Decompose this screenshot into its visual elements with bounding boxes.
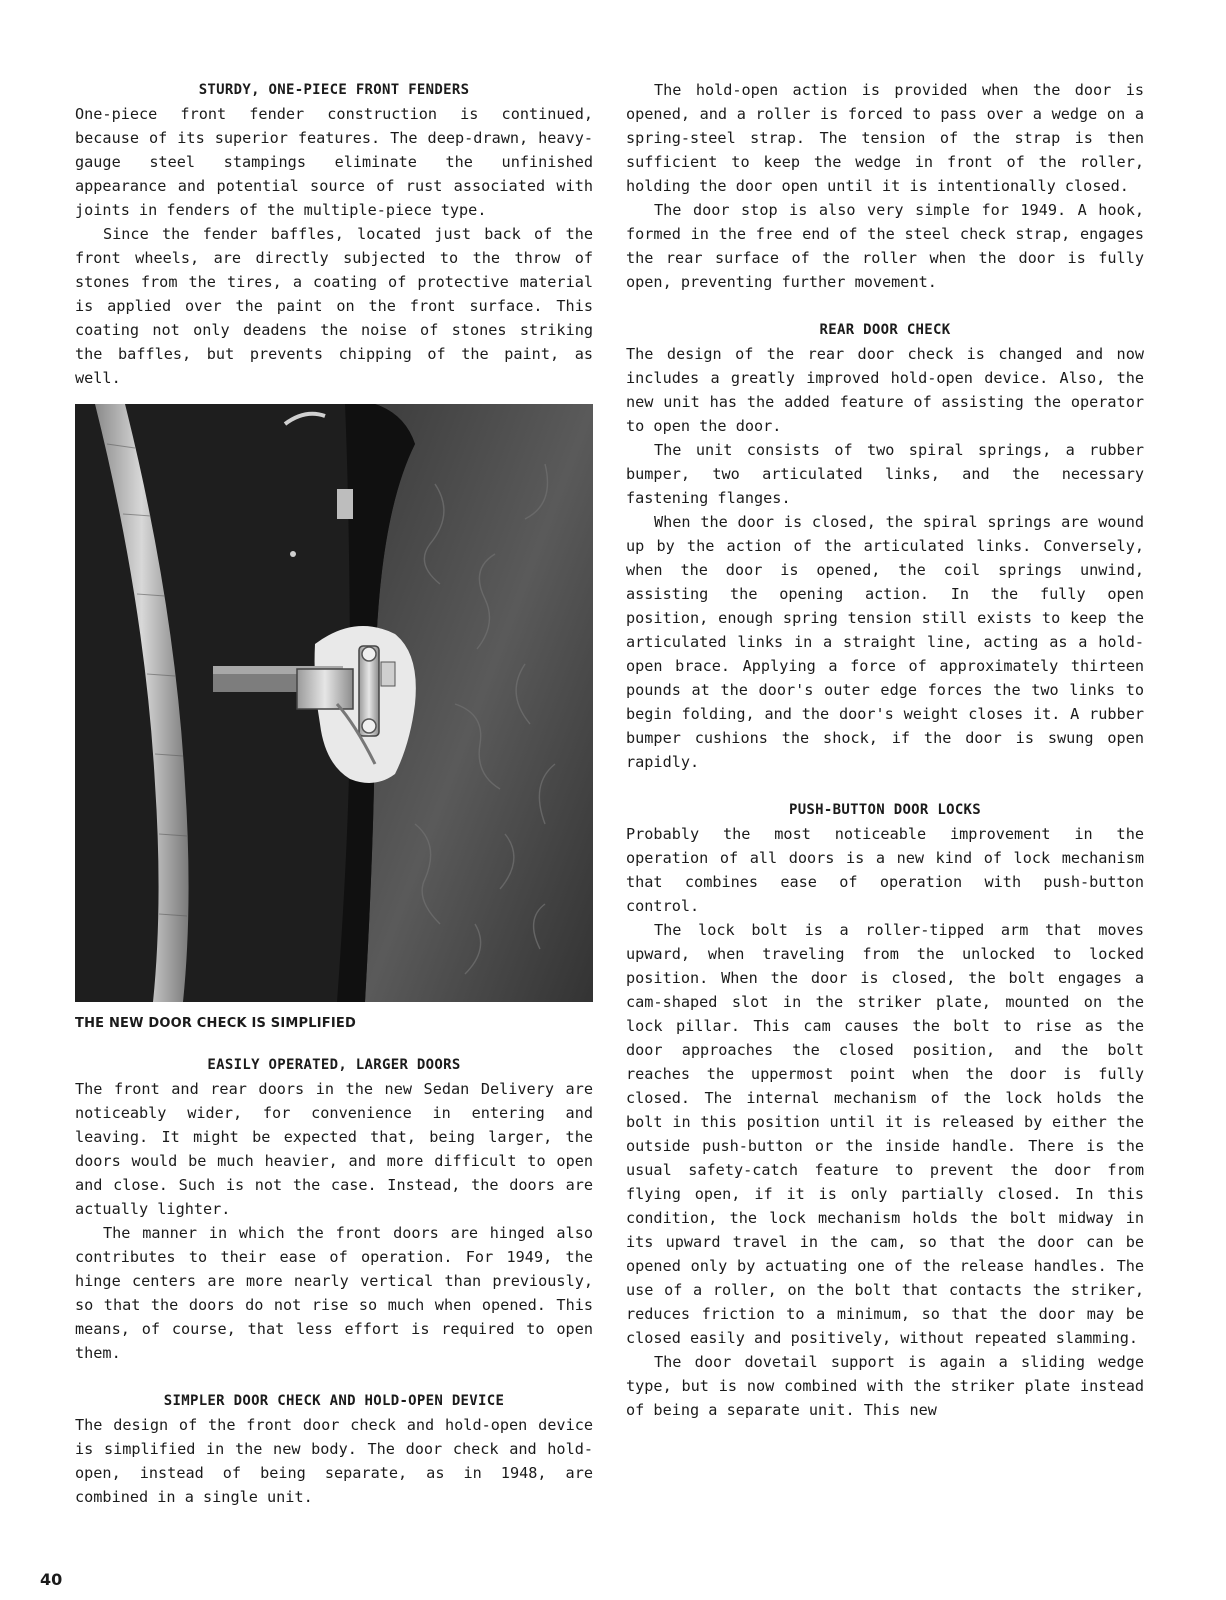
paragraph-fenders-1: One-piece front fender construction is continued, because of its superior features. The deep-drawn, heavy-gauge steel stampings eliminate the unfinished appearance and potential source of rust associated with joints in fenders of the multiple-piece type. (75, 105, 593, 219)
heading-rear-door-check: REAR DOOR CHECK (819, 322, 951, 338)
paragraph-holdopen-1: The hold-open action is provided when the door is opened, and a roller is forced to pass over a wedge on a spring-steel strap. The tension of the strap is then sufficient to keep the wedge in front of the roller, holding the door open until it is intentionally closed. (626, 81, 1144, 195)
spacer (626, 294, 1144, 318)
paragraph-locks-1: Probably the most noticeable improvement in the operation of all doors is a new kind of lock mechanism that combines ease of operation with push-button control. (626, 825, 1144, 915)
door-check-illustration (75, 404, 593, 1002)
paragraph-doors-2: The manner in which the front doors are hinged also contributes to their ease of operation. For 1949, the hinge centers are more nearly vertical than previously, so that the doors do not rise so much when opened. This means, of course, that less effort is required to open them. (75, 1224, 593, 1362)
paragraph-locks-3: The door dovetail support is again a sliding wedge type, but is now combined with the striker plate instead of being a separate unit. This new (626, 1353, 1144, 1419)
left-column (75, 78, 593, 1509)
spacer (75, 1365, 593, 1389)
paragraph-rear-check-1: The design of the rear door check is changed and now includes a greatly improved hold-open device. Also, the new unit has the added feature of assisting the operator to open the door. (626, 345, 1144, 435)
spacer (626, 774, 1144, 798)
paragraph-fenders-2: Since the fender baffles, located just back of the front wheels, are directly subjected to the throw of stones from the tires, a coating of protective material is applied over the paint on the front surface. This coating not only deadens the noise of stones striking the baffles, but prevents chipping of the paint, as well. (75, 225, 593, 387)
paragraph-rear-check-2: The unit consists of two spiral springs, a rubber bumper, two articulated links, and the necessary fastening flanges. (626, 441, 1144, 507)
photo-caption: THE NEW DOOR CHECK IS SIMPLIFIED (75, 1016, 356, 1031)
paragraph-holdopen-2: The door stop is also very simple for 1949. A hook, formed in the free end of the steel check strap, engages the rear surface of the roller when the door is fully open, preventing further movement. (626, 201, 1144, 291)
right-column (626, 78, 1144, 1422)
paragraph-rear-check-3: When the door is closed, the spiral springs are wound up by the action of the articulated links. Conversely, when the door is opened, the coil springs unwind, assisting the opening action. In the fully open position, enough spring tension still exists to keep the articulated links in a straight line, acting as a hold-open brace. Applying a force of approximately thirteen pounds at the door's outer edge forces the two links to begin folding, and the door's weight closes it. A rubber bumper cushions the shock, if the door is swung open rapidly. (626, 513, 1144, 771)
heading-front-fenders: STURDY, ONE-PIECE FRONT FENDERS (198, 82, 470, 98)
heading-larger-doors: EASILY OPERATED, LARGER DOORS (207, 1057, 461, 1073)
heading-door-locks: PUSH-BUTTON DOOR LOCKS (788, 802, 982, 818)
paragraph-doors-1: The front and rear doors in the new Sedan Delivery are noticeably wider, for convenience in entering and leaving. It might be expected that, being larger, the doors would be much heavier, and more difficult to open and close. Such is not the case. Instead, the doors are actually lighter. (75, 1080, 593, 1218)
paragraph-check-1: The design of the front door check and hold-open device is simplified in the new body. The door check and hold-open, instead of being separate, as in 1948, are combined in a single unit. (75, 1416, 593, 1506)
heading-door-check: SIMPLER DOOR CHECK AND HOLD-OPEN DEVICE (163, 1393, 505, 1409)
paragraph-locks-2: The lock bolt is a roller-tipped arm that moves upward, when traveling from the unlocked to locked position. When the door is closed, the bolt engages a cam-shaped slot in the striker plate, mounted on the lock pillar. This cam causes the bolt to rise as the door approaches the closed position, and the bolt reaches the uppermost point when the door is fully closed. The internal mechanism of the lock holds the bolt in this position until it is released by either the outside push-button or the inside handle. There is the usual safety-catch feature to prevent the door from flying open, if it is only partially closed. In this condition, the lock mechanism holds the bolt midway in its upward travel in the cam, so that the door can be opened only by actuating one of the release handles. The use of a roller, on the bolt that contacts the striker, reduces friction to a minimum, so that the door may be closed easily and positively, without repeated slamming. (626, 921, 1144, 1347)
page-number: 40 (40, 1570, 63, 1589)
door-check-photo (75, 404, 593, 1002)
